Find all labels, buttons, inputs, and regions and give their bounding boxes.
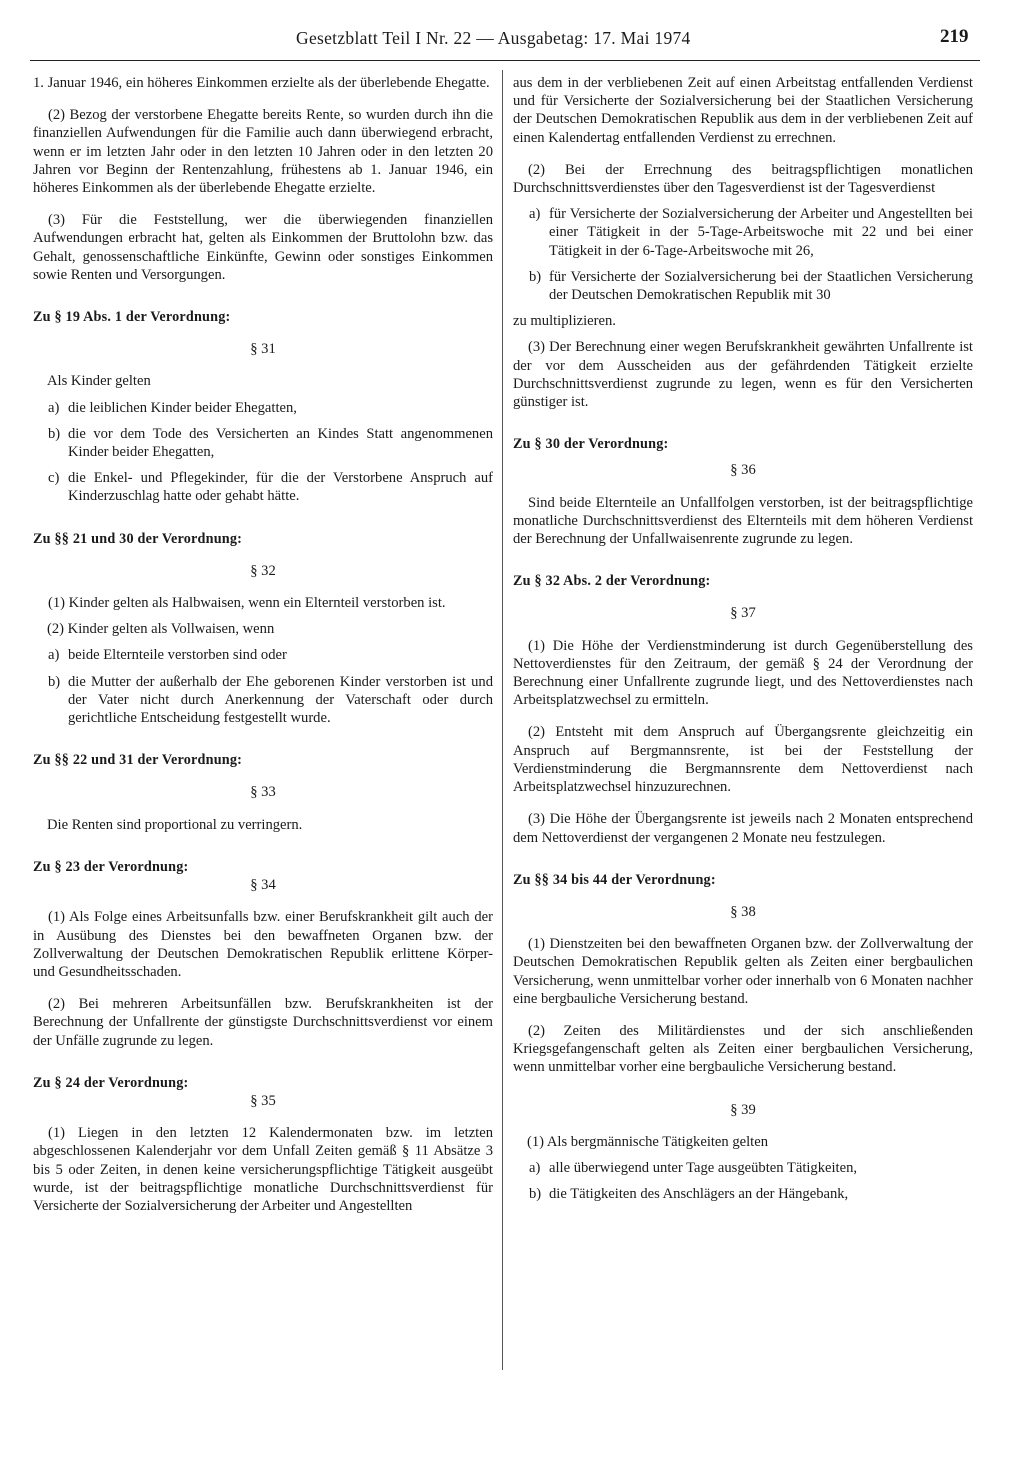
list-label: c): [48, 470, 60, 487]
paragraph: (1) Liegen in den letzten 12 Kalendermonaten bzw. im letzten abgeschlossenen Kalenderjahr vor dem Unfall Zeiten gemäß § 11 Absätze 3 bis 5 oder Zeiten, in denen keine versicherungspflichtige Tätigkeit ausgeübt wurde, ist der beitragspflichtige monatliche Durchschnittsverdienst für Versicherte der Sozialversicherung der Arbeiter und Angestellten: [33, 1125, 493, 1214]
paragraph-number: § 36: [730, 462, 756, 479]
list-text: für Versicherte der Sozialversicherung der Arbeiter und Angestellten bei einer Tätigkeit in der 5-Tage-Arbeitswoche mit 22 und bei einer Tätigkeit in der 6-Tage-Arbeitswoche mit 26,: [549, 206, 973, 259]
list-item: [33, 469, 493, 505]
list-item: [513, 1185, 973, 1203]
list-text: für Versicherte der Sozialversicherung bei der Staatlichen Versicherung der Deutschen Demokratischen Republik mit 30: [549, 268, 973, 304]
paragraph: (2) Kinder gelten als Vollwaisen, wenn: [47, 621, 275, 638]
list-item: [513, 268, 973, 304]
paragraph: (2) Zeiten des Militärdienstes und der sich anschließenden Kriegsgefangenschaft gelten als Zeiten einer bergbaulichen Versicherung, wenn unmittelbar vorher eine bergbauliche Versicherung bestand.: [513, 1022, 973, 1076]
section-heading: Zu § 32 Abs. 2 der Verordnung:: [513, 573, 711, 590]
paragraph: (1) Kinder gelten als Halbwaisen, wenn ein Elternteil verstorben ist.: [48, 595, 446, 612]
paragraph: Sind beide Elternteile an Unfallfolgen verstorben, ist der beitragspflichtige monatliche Durchschnittsverdienst des Elternteils mit dem höheren Verdienst der Berechnung der Unfallwaisenrente zugrunde zu legen.: [513, 494, 973, 548]
paragraph: (2) Bezog der verstorbene Ehegatte bereits Rente, so wurden durch ihn die finanziellen Aufwendungen für die Familie auch dann überwiegend erbracht, wenn er im letzten Jahr oder in den letzten 10 Jahren oder in den letzten 20 Jahren vor Beginn der Rentenzahlung, frühestens ab 1. Januar 1946, ein höheres Einkommen als der überlebende Ehegatte erzielte.: [33, 107, 493, 197]
list-label: b): [529, 268, 542, 285]
list-text: die Tätigkeiten des Anschlägers an der Hängebank,: [549, 1186, 849, 1203]
list-item: [513, 1159, 973, 1177]
list-text: alle überwiegend unter Tage ausgeübten Tätigkeiten,: [549, 1159, 858, 1176]
section-heading: Zu § 19 Abs. 1 der Verordnung:: [33, 309, 231, 326]
paragraph: (1) Als bergmännische Tätigkeiten gelten: [527, 1133, 769, 1150]
page-header: [0, 28, 1024, 58]
paragraph-number: § 35: [250, 1092, 276, 1109]
header-rule: [30, 60, 980, 61]
section-heading: Zu § 23 der Verordnung:: [33, 858, 189, 875]
paragraph: (2) Entsteht mit dem Anspruch auf Übergangsrente gleichzeitig ein Anspruch auf Bergmannsrente, ist bei der Feststellung der Verdienstminderung die Bergmannsrente dem Nettoverdienst nach Arbeitsplatzwechsel hinzuzurechnen.: [513, 724, 973, 796]
paragraph: (1) Als Folge eines Arbeitsunfalls bzw. einer Berufskrankheit gilt auch der in Ausübung des Dienstes bei den bewaffneten Organen bzw. der Zollverwaltung der Deutschen Demokratischen Republik erlittene Körper- und Gesundheitsschaden.: [33, 909, 493, 980]
paragraph: (3) Die Höhe der Übergangsrente ist jeweils nach 2 Monaten entsprechend dem Nettoverdienst der vergangenen 2 Monate neu festzulegen.: [513, 811, 973, 846]
column-divider: [502, 70, 503, 1370]
section-heading: Zu §§ 22 und 31 der Verordnung:: [33, 752, 243, 769]
list-item: [33, 646, 493, 664]
section-heading: Zu § 30 der Verordnung:: [513, 436, 669, 453]
paragraph: (3) Der Berechnung einer wegen Berufskrankheit gewährten Unfallrente ist der vor dem Ausscheiden aus der gefährdenden Tätigkeit erzielte Durchschnittsverdienst zugrunde zu legen, wenn es für den Versicherten günstiger ist.: [513, 339, 973, 411]
page-number: 219: [940, 26, 969, 47]
paragraph-number: § 31: [250, 341, 276, 358]
right-column: [513, 74, 973, 1203]
paragraph-number: § 32: [250, 562, 276, 579]
list-item: [33, 673, 493, 728]
list-label: a): [48, 647, 60, 664]
paragraph-number: § 34: [250, 877, 276, 894]
section-heading: Zu § 24 der Verordnung:: [33, 1074, 189, 1091]
paragraph: Die Renten sind proportional zu verringern.: [47, 816, 303, 833]
paragraph-number: § 37: [730, 605, 756, 622]
list-text: beide Elternteile verstorben sind oder: [68, 647, 287, 664]
list-text: die Enkel- und Pflegekinder, für die der Verstorbene Anspruch auf Kinderzuschlag hatte oder gehabt hätte.: [68, 470, 493, 505]
list-item: [33, 399, 493, 417]
paragraph: Als Kinder gelten: [47, 373, 151, 390]
section-heading: Zu §§ 21 und 30 der Verordnung:: [33, 530, 243, 547]
paragraph: zu multiplizieren.: [513, 313, 616, 330]
paragraph: (1) Dienstzeiten bei den bewaffneten Organen bzw. der Zollverwaltung der Deutschen Demokratischen Republik gelten als Zeiten einer bergbaulichen Versicherung, wenn unmittelbar vorher oder innerhalb von 6 Monaten nachher eine bergbauliche Versicherung bestand.: [513, 936, 973, 1007]
paragraph: (1) Die Höhe der Verdienstminderung ist durch Gegenüberstellung des Nettoverdienstes für den Zeitraum, der gemäß § 24 der Verordnung der Berechnung einer Unfallrente zugrunde liegt, und des Nettoverdienstes nach Arbeitsplatzwechsel zu ermitteln.: [513, 637, 973, 709]
list-label: a): [529, 1159, 541, 1176]
list-text: die vor dem Tode des Versicherten an Kindes Statt angenommenen Kinder beider Ehegatten,: [68, 425, 493, 461]
paragraph: 1. Januar 1946, ein höheres Einkommen erzielte als der überlebende Ehegatte.: [33, 75, 490, 91]
section-heading: Zu §§ 34 bis 44 der Verordnung:: [513, 871, 716, 888]
list-item: [33, 425, 493, 461]
paragraph-number: § 33: [250, 784, 276, 801]
list-text: die Mutter der außerhalb der Ehe geborenen Kinder verstorben ist und der Vater nicht durch Anerkennung der Vaterschaft oder durch gerichtliche Entscheidung festgestellt wurde.: [68, 673, 493, 727]
list-label: b): [48, 425, 61, 442]
list-label: b): [529, 1186, 542, 1203]
paragraph: (2) Bei der Errechnung des beitragspflichtigen monatlichen Durchschnittsverdienstes über den Tagesverdienst ist der Tagesverdienst: [513, 161, 973, 197]
list-text: die leiblichen Kinder beider Ehegatten,: [68, 399, 297, 416]
list-label: a): [529, 206, 541, 223]
paragraph-number: § 39: [730, 1101, 756, 1118]
list-label: a): [48, 399, 60, 416]
gazette-title: Gesetzblatt Teil I Nr. 22 — Ausgabetag: 17. Mai 1974: [296, 28, 691, 48]
list-item: [513, 205, 973, 260]
left-column: [33, 74, 493, 1215]
paragraph: (2) Bei mehreren Arbeitsunfällen bzw. Berufskrankheiten ist der Berechnung der Unfallrente der günstigste Durchschnittsverdienst vor einem der Unfälle zugrunde zu legen.: [33, 996, 493, 1049]
paragraph: aus dem in der verbliebenen Zeit auf einen Arbeitstag entfallenden Verdienst und für Versicherte der Sozialversicherung bei der Staatlichen Versicherung der Deutschen Demokratischen Republik aus dem in der verbliebenen Zeit auf einen Kalendertag entfallenden Verdienst zu errechnen.: [513, 75, 973, 146]
paragraph: (3) Für die Feststellung, wer die überwiegenden finanziellen Aufwendungen erbracht hat, gelten als Einkommen der Bruttolohn bzw. das Gehalt, genossenschaftliche Einkünfte, Gewinn oder sonstiges Einkommen sowie Renten und Versorgungen.: [33, 212, 493, 283]
paragraph-number: § 38: [730, 903, 756, 920]
list-label: b): [48, 673, 61, 690]
